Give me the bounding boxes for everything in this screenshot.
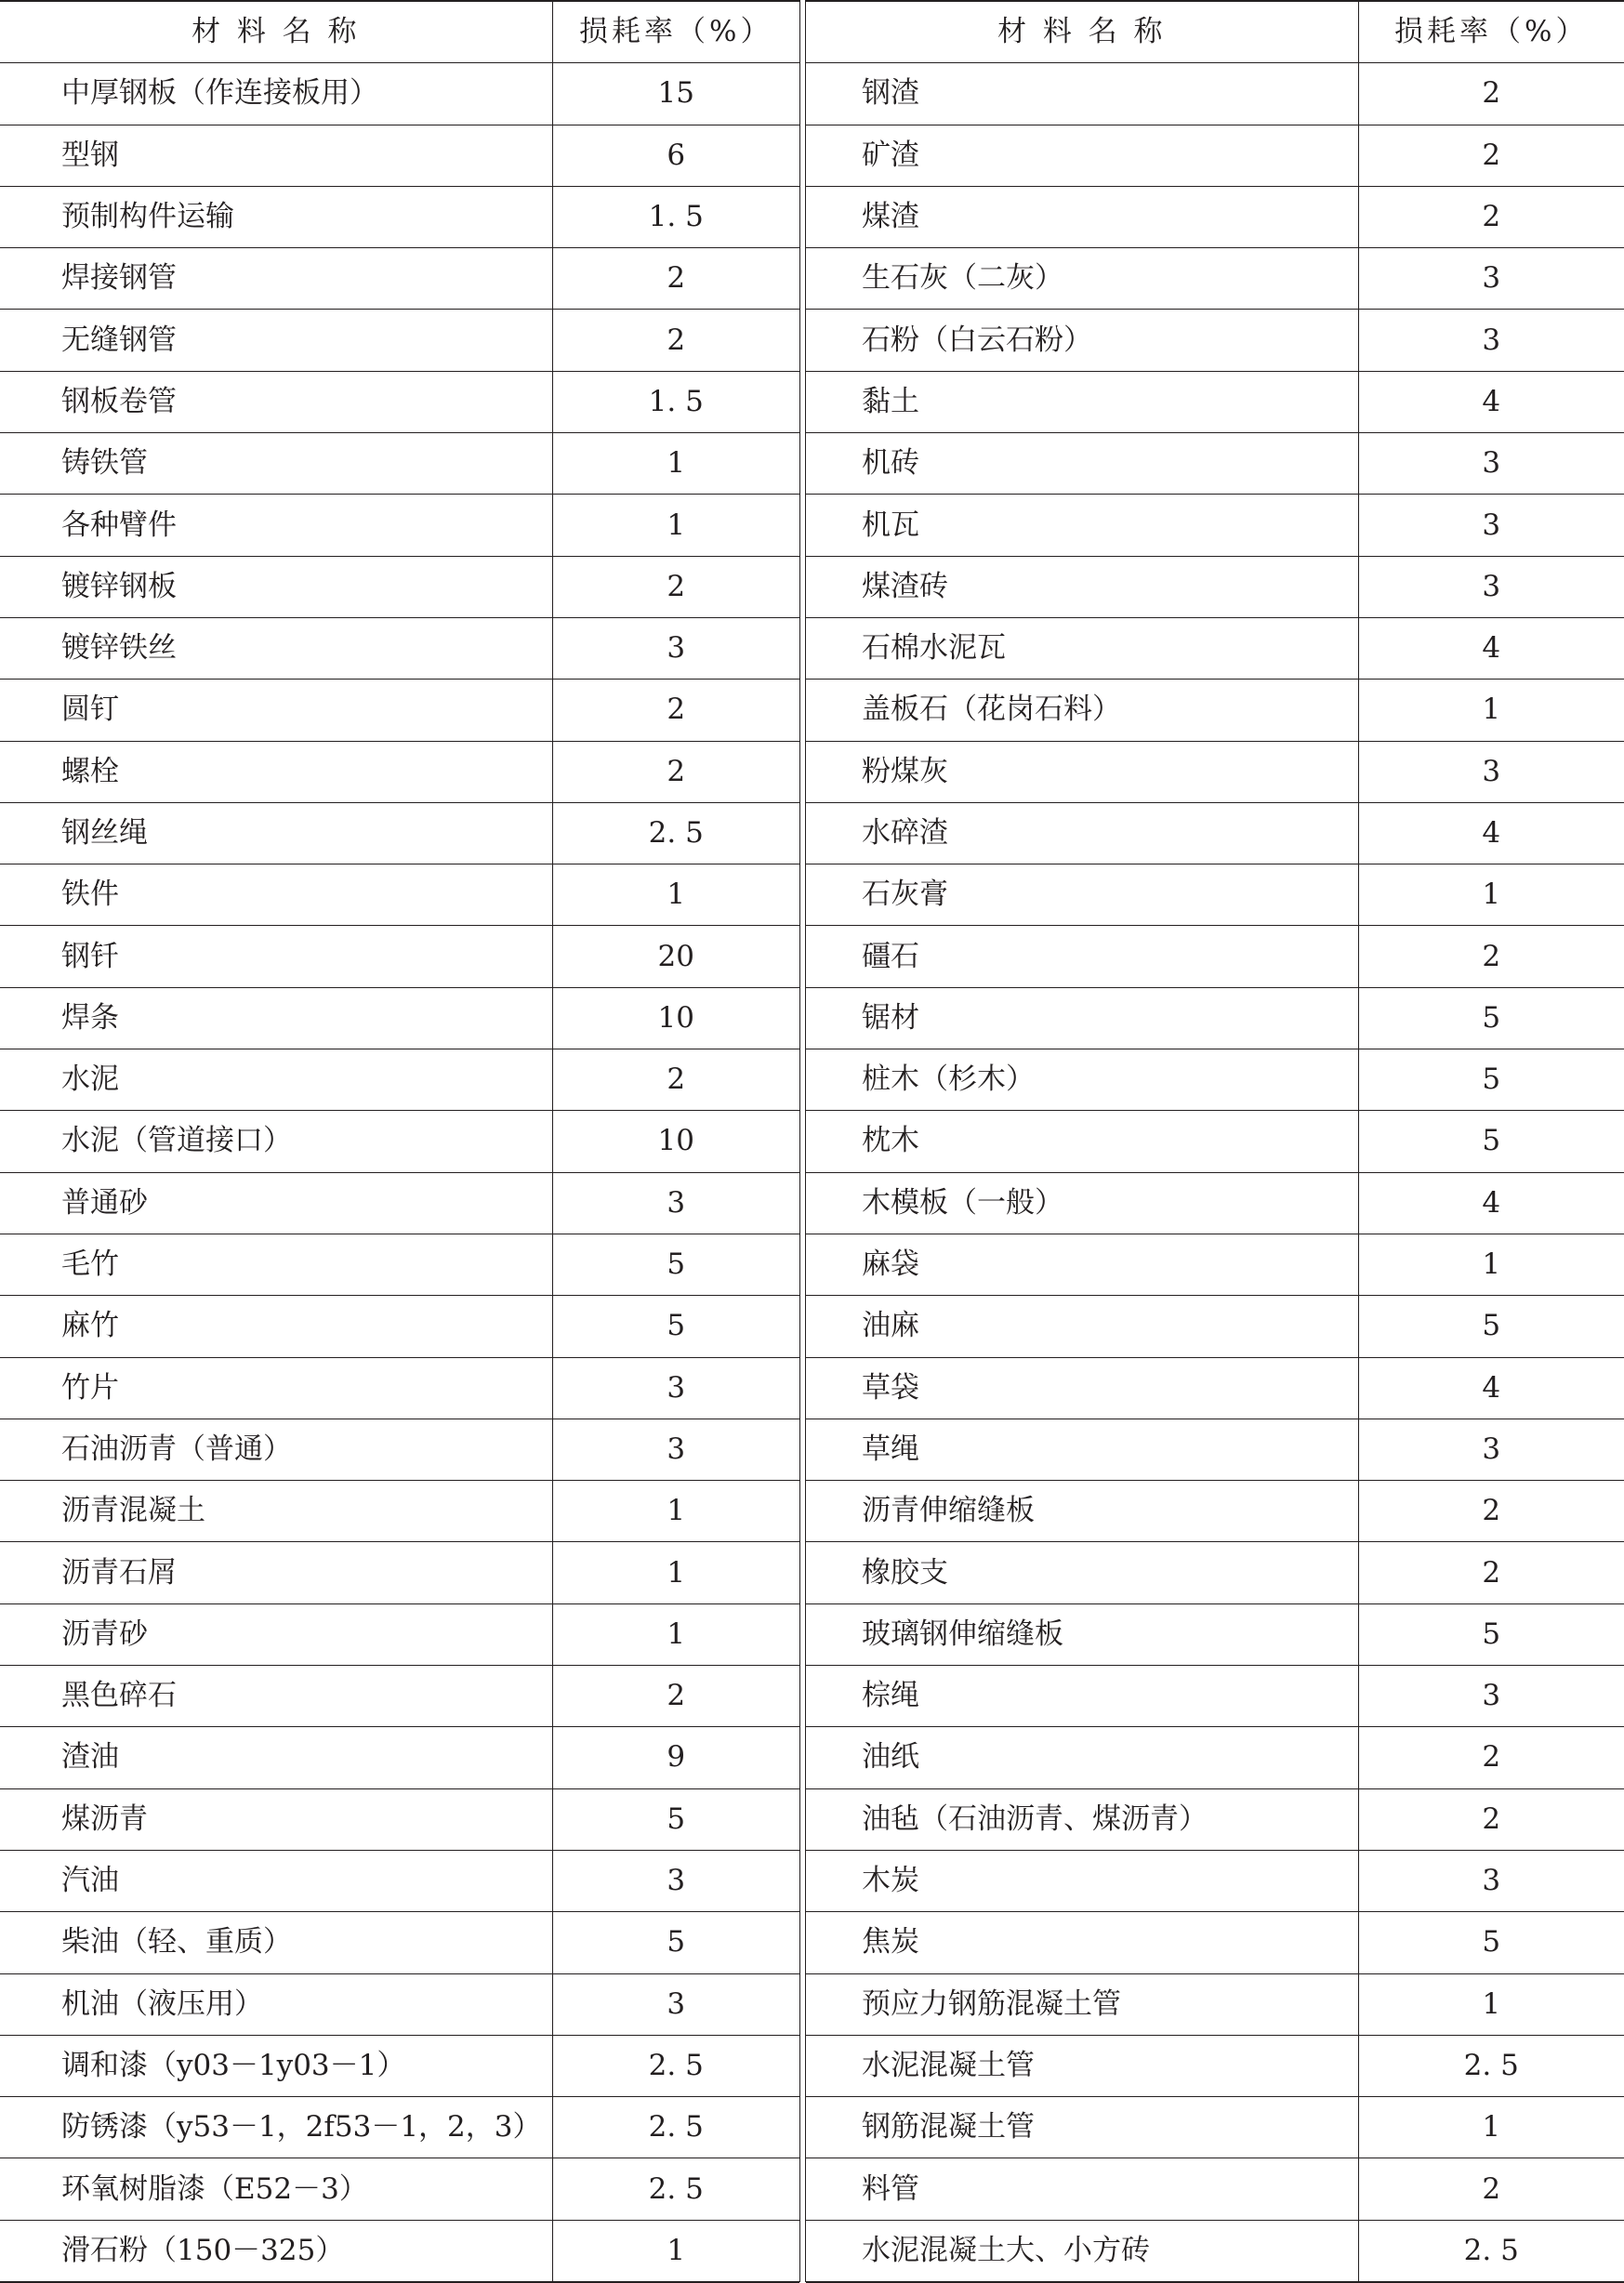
material-name-cell: 钢渣: [806, 63, 1358, 125]
material-name-cell: 沥青砂: [0, 1603, 552, 1665]
material-name-cell: 钢板卷管: [0, 371, 552, 432]
loss-rate-cell: 9: [552, 1727, 799, 1788]
table-row: [806, 1603, 1624, 1665]
material-name-cell: 矿渣: [806, 125, 1358, 186]
table-row: [0, 2158, 799, 2220]
loss-rate-cell: 3: [552, 617, 799, 679]
loss-rate-cell: 1. 5: [552, 371, 799, 432]
loss-rate-cell: 2. 5: [552, 2158, 799, 2220]
table-row: [0, 310, 799, 371]
table-row: [0, 617, 799, 679]
loss-rate-cell: 5: [552, 1234, 799, 1295]
loss-rate-cell: 5: [1358, 987, 1624, 1049]
material-name-cell: 枕木: [806, 1111, 1358, 1172]
table-row: [0, 1049, 799, 1111]
table-row: [0, 1357, 799, 1419]
material-name-cell: 草袋: [806, 1357, 1358, 1419]
material-name-cell: 毛竹: [0, 1234, 552, 1295]
material-name-cell: 竹片: [0, 1357, 552, 1419]
table-row: [806, 248, 1624, 310]
table-row: [806, 2035, 1624, 2096]
loss-rate-cell: 10: [552, 1111, 799, 1172]
loss-rate-cell: 4: [1358, 1172, 1624, 1234]
material-name-cell: 煤渣砖: [806, 556, 1358, 617]
loss-rate-cell: 3: [552, 1973, 799, 2035]
material-name-cell: 汽油: [0, 1850, 552, 1911]
table-row: [0, 556, 799, 617]
table-row: [0, 2220, 799, 2282]
loss-rate-cell: 5: [1358, 1049, 1624, 1111]
right-table-panel: [806, 0, 1624, 2283]
loss-rate-cell: 2. 5: [1463, 2233, 1519, 2267]
loss-rate-cell: 3: [1358, 495, 1624, 556]
loss-rate-cell: 3: [552, 1850, 799, 1911]
loss-rate-cell: 3: [1358, 310, 1624, 371]
table-row: [0, 1234, 799, 1295]
material-name-cell: 礓石: [806, 926, 1358, 987]
loss-rate-cell: 2: [1358, 2158, 1624, 2220]
material-name-cell: 石油沥青（普通）: [0, 1419, 552, 1480]
material-name-cell: 防锈漆（y53－1，2f53－1，2，3）: [0, 2097, 552, 2158]
table-row: [806, 1727, 1624, 1788]
table-row: [806, 1481, 1624, 1542]
material-name-cell: 滑石粉（150－325）: [0, 2220, 552, 2282]
loss-rate-cell: 2: [1358, 186, 1624, 247]
material-name-cell: 石粉（白云石粉）: [806, 310, 1358, 371]
loss-rate-cell: 5: [1358, 1111, 1624, 1172]
material-name-cell: 预应力钢筋混凝土管: [806, 1973, 1358, 2035]
loss-rate-cell: 10: [552, 987, 799, 1049]
material-name-cell: 桩木（杉木）: [806, 1049, 1358, 1111]
material-name-cell: 麻竹: [0, 1296, 552, 1357]
material-name-cell: 渣油: [0, 1727, 552, 1788]
loss-rate-cell: 5: [552, 1912, 799, 1973]
table-row: [806, 495, 1624, 556]
table-row: [806, 1542, 1624, 1603]
loss-rate-cell: 6: [552, 125, 799, 186]
table-row: [806, 1296, 1624, 1357]
table-row: [0, 1111, 799, 1172]
loss-rate-cell: 2. 5: [1358, 2035, 1624, 2096]
loss-rate-cell: 4: [1358, 1357, 1624, 1419]
loss-rate-cell: 2: [552, 1049, 799, 1111]
material-name-cell: 油麻: [806, 1296, 1358, 1357]
table-row: [0, 2097, 799, 2158]
table-row: [0, 680, 799, 741]
table-row: [0, 1912, 799, 1973]
table-row: [0, 864, 799, 926]
table-row: [0, 1296, 799, 1357]
table-row: [806, 741, 1624, 802]
material-name-cell: 铁件: [0, 864, 552, 926]
loss-rate-cell: 1: [1358, 864, 1624, 926]
left-table-panel: [0, 0, 799, 2283]
material-name-cell: 橡胶支: [806, 1542, 1358, 1603]
loss-rate-cell: 2: [1358, 1727, 1624, 1788]
material-name-cell: 机油（液压用）: [0, 1973, 552, 2035]
table-row: [0, 1542, 799, 1603]
material-name-cell: 水泥混凝土大、小方砖: [806, 2220, 1358, 2282]
table-row: [806, 1111, 1624, 1172]
loss-rate-cell: 5: [552, 1788, 799, 1850]
loss-rate-cell: 2: [552, 248, 799, 310]
material-name-cell: 铸铁管: [0, 433, 552, 495]
material-name-cell: 调和漆（y03－1y03－1）: [0, 2035, 552, 2096]
material-name-cell: 圆钉: [0, 680, 552, 741]
loss-rate-cell: 2: [1358, 926, 1624, 987]
loss-rate-cell: 1: [552, 864, 799, 926]
material-name-cell: 沥青混凝土: [0, 1481, 552, 1542]
material-name-cell: 棕绳: [806, 1666, 1358, 1727]
loss-rate-cell: 3: [1358, 1850, 1624, 1911]
table-row: [806, 63, 1624, 125]
loss-rate-cell: 2: [1358, 1542, 1624, 1603]
material-name-cell: 沥青石屑: [0, 1542, 552, 1603]
table-row: [0, 125, 799, 186]
table-row: [0, 741, 799, 802]
material-name-cell: 沥青伸缩缝板: [806, 1481, 1358, 1542]
table-row: [806, 310, 1624, 371]
material-name-cell: 锯材: [806, 987, 1358, 1049]
table-row: [0, 495, 799, 556]
material-name-cell: 焊接钢管: [0, 248, 552, 310]
loss-rate-cell: 3: [1358, 556, 1624, 617]
material-name-cell: 麻袋: [806, 1234, 1358, 1295]
loss-rate-cell: 1: [552, 1542, 799, 1603]
table-row: [806, 2097, 1624, 2158]
loss-rate-cell: 2: [1358, 1481, 1624, 1542]
loss-rate-cell: 20: [552, 926, 799, 987]
table-row: [0, 1788, 799, 1850]
table-row: [806, 680, 1624, 741]
material-name-cell: 石灰膏: [806, 864, 1358, 926]
material-name-cell: 环氧树脂漆（E52－3）: [0, 2158, 552, 2220]
material-name-cell: 粉煤灰: [806, 741, 1358, 802]
loss-rate-cell: 2. 5: [552, 802, 799, 864]
table-row: [806, 1234, 1624, 1295]
header-material-name: 材 料 名 称: [806, 1, 1358, 63]
material-name-cell: 水泥: [0, 1049, 552, 1111]
material-name-cell: 水碎渣: [806, 802, 1358, 864]
loss-rate-cell: 1: [552, 1603, 799, 1665]
material-name-cell: 油纸: [806, 1727, 1358, 1788]
material-name-cell: 型钢: [0, 125, 552, 186]
table-row: [0, 433, 799, 495]
material-name-cell: 机砖: [806, 433, 1358, 495]
double-rule-divider: [799, 0, 806, 2282]
header-row: [806, 1, 1624, 63]
loss-rate-cell: 2: [552, 741, 799, 802]
loss-rate-cell: 3: [1358, 1419, 1624, 1480]
table-row: [0, 1727, 799, 1788]
loss-rate-cell: 2: [1358, 63, 1624, 125]
loss-rate-cell: 4: [1358, 802, 1624, 864]
loss-rate-cell: 5: [1358, 1912, 1624, 1973]
loss-rate-cell: 2: [1358, 1788, 1624, 1850]
table-row: [0, 1603, 799, 1665]
table-row: [0, 926, 799, 987]
material-name-cell: 中厚钢板（作连接板用）: [0, 63, 552, 125]
material-name-cell: 生石灰（二灰）: [806, 248, 1358, 310]
table-row: [0, 1172, 799, 1234]
loss-rate-cell: 3: [1358, 433, 1624, 495]
material-name-cell: 草绳: [806, 1419, 1358, 1480]
loss-rate-cell: 1: [1358, 680, 1624, 741]
table-row: [806, 617, 1624, 679]
loss-rate-cell: 3: [552, 1419, 799, 1480]
loss-rate-cell: 3: [1358, 1666, 1624, 1727]
table-row: [0, 186, 799, 247]
loss-rate-cell: 5: [552, 1296, 799, 1357]
material-name-cell: 水泥（管道接口）: [0, 1111, 552, 1172]
table-row: [806, 433, 1624, 495]
loss-rate-cell: 1. 5: [552, 186, 799, 247]
table-row: [806, 2220, 1624, 2282]
header-loss-rate: 损耗率（%）: [1358, 1, 1624, 63]
table-row: [0, 987, 799, 1049]
table-row: [0, 1850, 799, 1911]
loss-rate-cell: 3: [1358, 741, 1624, 802]
table-row: [806, 1357, 1624, 1419]
loss-rate-cell: 3: [552, 1357, 799, 1419]
material-name-cell: 钢钎: [0, 926, 552, 987]
table-row: [806, 1850, 1624, 1911]
material-name-cell: 柴油（轻、重质）: [0, 1912, 552, 1973]
material-name-cell: 玻璃钢伸缩缝板: [806, 1603, 1358, 1665]
loss-rate-cell: 1: [1358, 2097, 1624, 2158]
table-row: [0, 1419, 799, 1480]
loss-rate-cell: 2: [552, 1666, 799, 1727]
material-name-cell: 机瓦: [806, 495, 1358, 556]
material-name-cell: 黏土: [806, 371, 1358, 432]
table-row: [806, 926, 1624, 987]
loss-rate-cell: 5: [1358, 1603, 1624, 1665]
table-row: [806, 2158, 1624, 2220]
table-row: [0, 1481, 799, 1542]
loss-rate-cell: 2. 5: [552, 2035, 799, 2096]
loss-rate-cell: 1: [1358, 1973, 1624, 2035]
material-name-cell: 焦炭: [806, 1912, 1358, 1973]
material-name-cell: 木炭: [806, 1850, 1358, 1911]
table-row: [806, 987, 1624, 1049]
table-row: [0, 371, 799, 432]
loss-rate-cell: 4: [1358, 617, 1624, 679]
table-row: [806, 1049, 1624, 1111]
material-name-cell: 石棉水泥瓦: [806, 617, 1358, 679]
table-row: [806, 1973, 1624, 2035]
loss-rate-cell: 1: [552, 433, 799, 495]
table-row: [806, 186, 1624, 247]
material-name-cell: 镀锌钢板: [0, 556, 552, 617]
table-row: [0, 2035, 799, 2096]
material-name-cell: 料管: [806, 2158, 1358, 2220]
loss-rate-cell: 2: [552, 680, 799, 741]
table-row: [806, 1912, 1624, 1973]
material-name-cell: 煤渣: [806, 186, 1358, 247]
loss-rate-cell: 4: [1358, 371, 1624, 432]
table-row: [0, 63, 799, 125]
loss-rate-cell: 1: [552, 495, 799, 556]
left-table-body: [0, 63, 799, 2282]
loss-rate-cell: 2: [1358, 125, 1624, 186]
loss-rate-cell: 2: [552, 310, 799, 371]
material-name-cell: 镀锌铁丝: [0, 617, 552, 679]
loss-rate-cell: 5: [1358, 1296, 1624, 1357]
table-row: [806, 556, 1624, 617]
material-name-cell: 黑色碎石: [0, 1666, 552, 1727]
material-name-cell: 钢丝绳: [0, 802, 552, 864]
table-row: [806, 864, 1624, 926]
loss-rate-cell: 1: [667, 2233, 686, 2267]
material-name-cell: 无缝钢管: [0, 310, 552, 371]
material-name-cell: 油毡（石油沥青、煤沥青）: [806, 1788, 1358, 1850]
table-row: [806, 1419, 1624, 1480]
header-material-name: 材 料 名 称: [0, 1, 552, 63]
loss-rate-cell: 15: [552, 63, 799, 125]
header-row: [0, 1, 799, 63]
table-row: [0, 248, 799, 310]
table-row: [806, 1666, 1624, 1727]
material-name-cell: 钢筋混凝土管: [806, 2097, 1358, 2158]
table-row: [806, 371, 1624, 432]
table-row: [0, 802, 799, 864]
material-name-cell: 木模板（一般）: [806, 1172, 1358, 1234]
table-row: [806, 1788, 1624, 1850]
material-name-cell: 各种臂件: [0, 495, 552, 556]
right-table-body: [806, 63, 1624, 2282]
loss-rate-cell: 2. 5: [552, 2097, 799, 2158]
loss-rate-cell: 3: [1358, 248, 1624, 310]
table-row: [806, 1172, 1624, 1234]
table-row: [806, 802, 1624, 864]
loss-rate-cell: 1: [1358, 1234, 1624, 1295]
table-row: [806, 125, 1624, 186]
material-name-cell: 水泥混凝土管: [806, 2035, 1358, 2096]
table-row: [0, 1973, 799, 2035]
header-loss-rate: 损耗率（%）: [552, 1, 799, 63]
material-name-cell: 普通砂: [0, 1172, 552, 1234]
loss-rate-cell: 3: [552, 1172, 799, 1234]
loss-rate-cell: 2: [552, 556, 799, 617]
material-name-cell: 预制构件运输: [0, 186, 552, 247]
material-name-cell: 煤沥青: [0, 1788, 552, 1850]
loss-rate-cell: 1: [552, 1481, 799, 1542]
material-name-cell: 焊条: [0, 987, 552, 1049]
material-name-cell: 螺栓: [0, 741, 552, 802]
material-name-cell: 盖板石（花岗石料）: [806, 680, 1358, 741]
table-row: [0, 1666, 799, 1727]
